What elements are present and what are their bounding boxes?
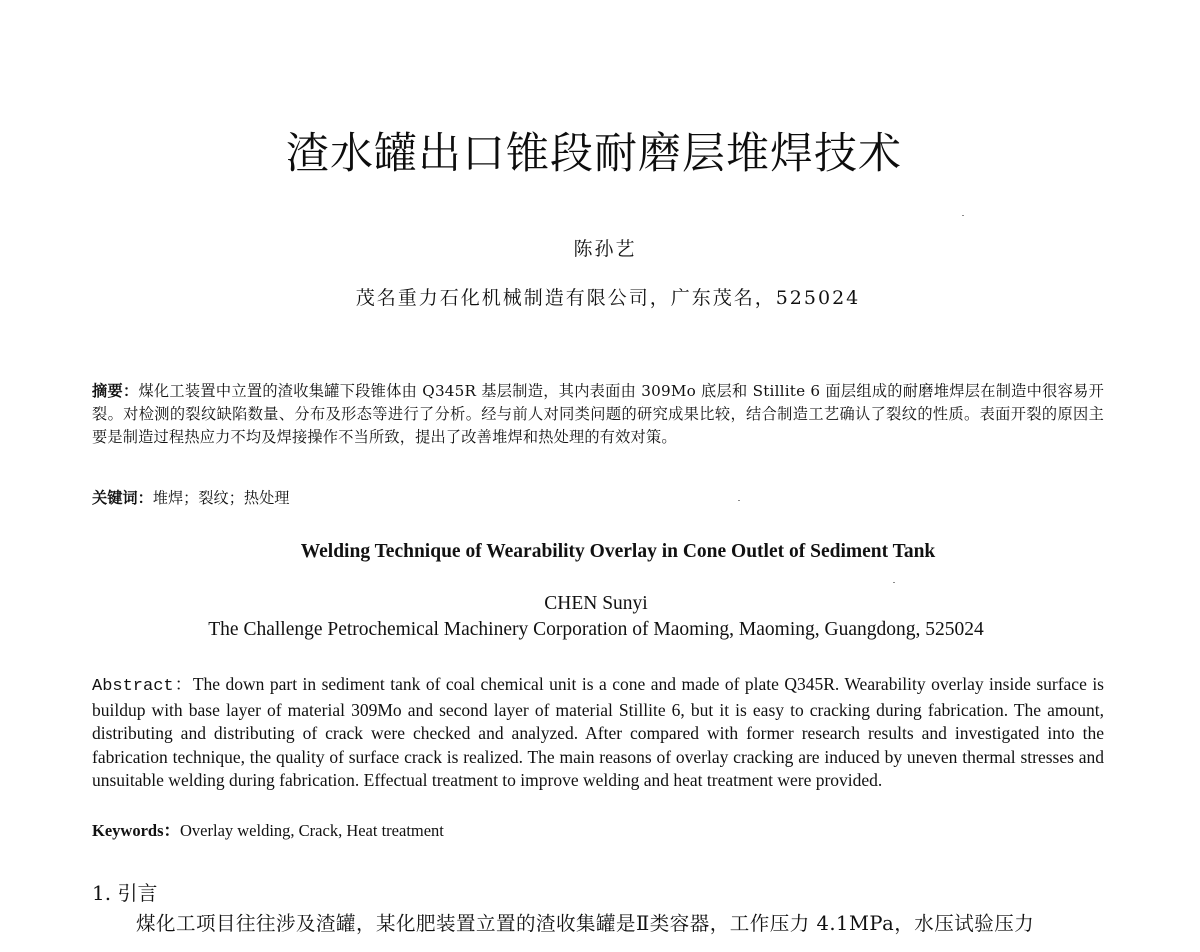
abstract-chinese bbox=[92, 380, 1104, 449]
scan-speck bbox=[893, 582, 895, 583]
keywords-english bbox=[92, 817, 444, 841]
keywords-text-english: Overlay welding, Crack, Heat treatment bbox=[180, 821, 444, 840]
introduction-paragraph: 煤化工项目往往涉及渣罐，某化肥装置立置的渣收集罐是Ⅱ类容器，工作压力 4.1MPa，水压试验压力 bbox=[136, 912, 1035, 935]
abstract-label-english: Abstract： bbox=[92, 677, 193, 696]
keywords-label-chinese: 关键词： bbox=[92, 489, 153, 507]
keywords-chinese bbox=[92, 487, 289, 509]
keywords-label-english: Keywords： bbox=[92, 821, 180, 840]
author-name-chinese: 陈孙艺 bbox=[573, 238, 637, 260]
paper-title-chinese: 渣水罐出口锥段耐磨层堆焊技术 bbox=[286, 129, 902, 179]
scan-speck bbox=[962, 215, 964, 216]
section-heading-introduction: 1. 引言 bbox=[92, 881, 158, 905]
abstract-text-english: The down part in sediment tank of coal chemical unit is a cone and made of plate Q345R. Wearability overlay inside surface is buildup with base layer of material 309Mo and second layer of material Stillite 6, but it is easy to cracking during fabrication. The amount, distributing and distributing of crack were checked and analyzed. After compared with former research results and investigated into the fabrication technique, the quality of surface crack is realized. The main reasons of overlay cracking are induced by uneven thermal stresses and unsuitable welding during fabrication. Effectual treatment to improve welding and heat treatment were provided. bbox=[92, 674, 1104, 790]
affiliation-english: The Challenge Petrochemical Machinery Corporation of Maoming, Maoming, Guangdong, 525024 bbox=[208, 619, 984, 640]
author-name-english: CHEN Sunyi bbox=[544, 593, 648, 614]
keywords-text-chinese: 堆焊；裂纹；热处理 bbox=[152, 489, 290, 507]
paper-title-english: Welding Technique of Wearability Overlay in Cone Outlet of Sediment Tank bbox=[300, 541, 936, 562]
abstract-label-chinese: 摘要： bbox=[92, 382, 139, 400]
scan-speck bbox=[738, 500, 740, 501]
abstract-english bbox=[92, 673, 1104, 793]
affiliation-chinese: 茂名重力石化机械制造有限公司，广东茂名，525024 bbox=[355, 287, 861, 309]
abstract-text-chinese: 煤化工装置中立置的渣收集罐下段锥体由 Q345R 基层制造，其内表面由 309Mo 底层和 Stillite 6 面层组成的耐磨堆焊层在制造中很容易开裂。对检测的裂纹缺陷数量、分布及形态等进行了分析。经与前人对同类问题的研究成果比较，结合制造工艺确认了裂纹的性质。表面开裂的原因主要是制造过程热应力不均及焊接操作不当所致，提出了改善堆焊和热处理的有效对策。 bbox=[92, 382, 1104, 446]
